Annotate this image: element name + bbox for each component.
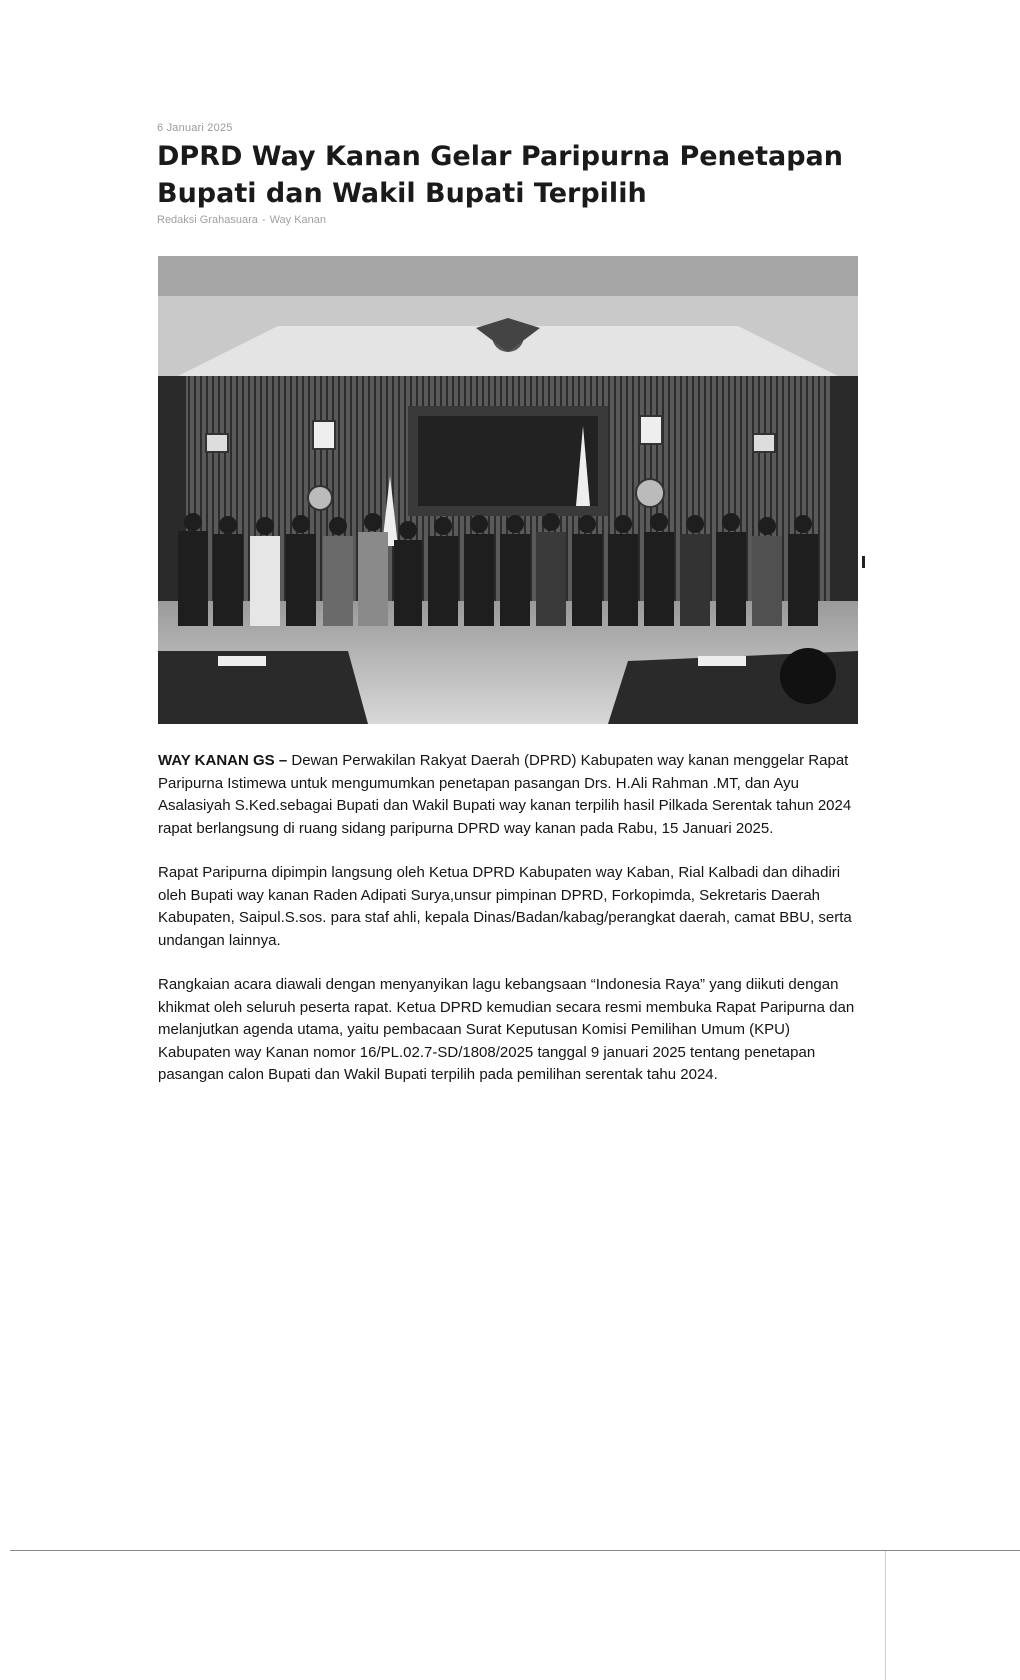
meta-separator: -: [261, 214, 266, 226]
paragraph-2: Rapat Paripurna dipimpin langsung oleh Ketua DPRD Kabupaten way Kaban, Rial Kalbadi dan dihadiri oleh Bupati way kanan Raden Adipati Surya,unsur pimpinan DPRD, Forkopimda, Sekretaris Daerah Kabupaten, Saipul.S.sos. para staf ahli, kepala Dinas/Badan/kabag/perangkat daerah, camat BBU, serta undangan lainnya.: [158, 864, 852, 949]
article-meta: [157, 214, 326, 226]
lead-source: WAY KANAN GS –: [158, 752, 288, 769]
article-body: [158, 750, 858, 1109]
article-photo: [158, 256, 858, 724]
paragraph-1: [158, 750, 858, 840]
author-link[interactable]: Redaksi Grahasuara: [157, 214, 258, 226]
photo-illustration: [158, 256, 858, 724]
page-edge-divider: [885, 1551, 886, 1680]
article-date: 6 Januari 2025: [157, 122, 233, 134]
page-divider: [10, 1550, 1020, 1551]
paragraph-1-text: Dewan Perwakilan Rakyat Daerah (DPRD) Kabupaten way kanan menggelar Rapat Paripurna Istimewa untuk mengumumkan penetapan pasangan Drs. H.Ali Rahman .MT, dan Ayu Asalasiyah S.Ked.sebagai Bupati dan Wakil Bupati way kanan terpilih hasil Pilkada Serentak tahun 2024 rapat berlangsung di ruang sidang paripurna DPRD way kanan pada Rabu, 15 Januari 2025.: [158, 752, 852, 837]
scan-artifact: [862, 556, 865, 568]
article-title: DPRD Way Kanan Gelar Paripurna Penetapan Bupati dan Wakil Bupati Terpilih: [157, 141, 843, 209]
paragraph-3: Rangkaian acara diawali dengan menyanyikan lagu kebangsaan “Indonesia Raya” yang diikuti dengan khikmat oleh seluruh peserta rapat. Ketua DPRD kemudian secara resmi membuka Rapat Paripurna dan melanjutkan agenda utama, yaitu pembacaan Surat Keputusan Komisi Pemilihan Umum (KPU) Kabupaten way Kanan nomor 16/PL.02.7-SD/1808/2025 tanggal 9 januari 2025 tentang penetapan pasangan calon Bupati dan Wakil Bupati terpilih pada pemilihan serentak tahu 2024.: [158, 976, 855, 1083]
category-link[interactable]: Way Kanan: [269, 214, 327, 226]
